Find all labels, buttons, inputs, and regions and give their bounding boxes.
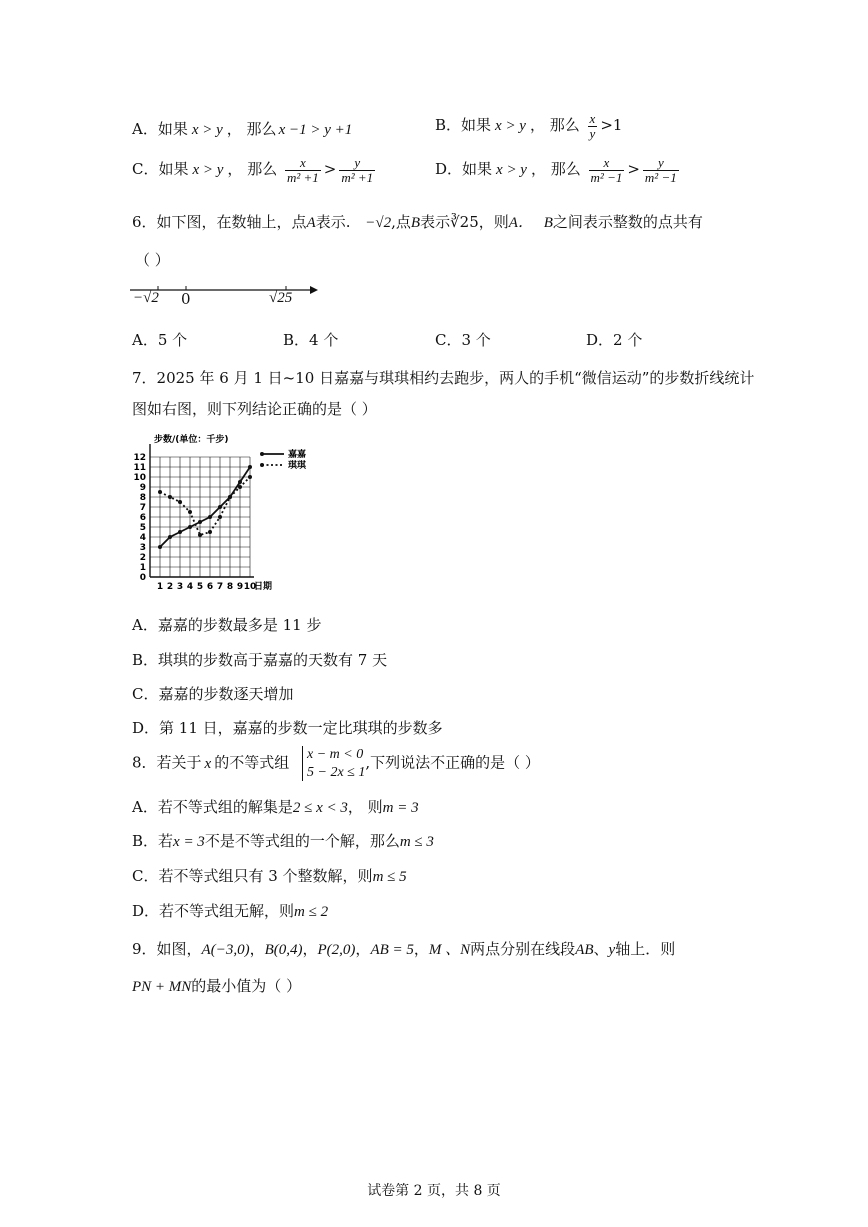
number-line-label-zero: 0 [181, 290, 191, 308]
data-point [208, 515, 212, 519]
y-tick-label: 1 [139, 563, 146, 573]
data-point [188, 510, 192, 514]
q7-option-d: D．第 11 日，嘉嘉的步数一定比琪琪的步数多 [132, 719, 443, 737]
q6-option-c: C．3 个 [435, 331, 491, 349]
x-tick-label: 7 [216, 582, 224, 592]
q7-option-a: A．嘉嘉的步数最多是 11 步 [132, 616, 322, 634]
legend-label: 琪琪 [288, 461, 307, 471]
page-footer: 试卷第 2 页，共 8 页 [367, 1183, 501, 1199]
data-point [218, 505, 222, 509]
data-point [228, 495, 232, 499]
data-point [198, 533, 202, 537]
data-point [248, 475, 252, 479]
y-tick-label: 8 [139, 493, 146, 503]
number-line-label-a: −√2 [133, 290, 159, 306]
q6-option-b: B．4 个 [283, 331, 339, 349]
data-point [168, 535, 172, 539]
x-tick-label: 9 [236, 582, 244, 592]
step-count-chart [130, 432, 320, 592]
q7-option-b: B．琪琪的步数高于嘉嘉的天数有 7 天 [132, 651, 388, 669]
q7-stem-line2: 图如右图，则下列结论正确的是（ ） [132, 400, 377, 418]
legend-label: 嘉嘉 [288, 450, 307, 460]
q6-option-d: D．2 个 [586, 331, 643, 349]
x-tick-label: 3 [176, 582, 184, 592]
number-line-label-b: √25 [269, 290, 293, 306]
q8-option-b: B．若x = 3不是不等式组的一个解，那么m ≤ 3 [132, 832, 434, 850]
q5-option-b: B．如果 x > y ， 那么 $\frac{x}{y}$ >1 [435, 111, 623, 141]
q8-option-a: A．若不等式组的解集是2 ≤ x < 3， 则m = 3 [132, 798, 419, 816]
x-tick-label: 10 [243, 582, 257, 592]
q8-option-c: C．若不等式组只有 3 个整数解，则m ≤ 5 [132, 867, 407, 885]
q5-option-a: A．如果 x > y ， 那么 x −1 > y +1 [132, 120, 353, 138]
q7-option-c: C．嘉嘉的步数逐天增加 [132, 685, 294, 703]
q6-option-a: A．5 个 [132, 331, 188, 349]
data-point [238, 485, 242, 489]
data-point [158, 545, 162, 549]
y-tick-label: 10 [133, 473, 146, 483]
y-tick-label: 5 [139, 523, 146, 533]
y-tick-label: 9 [139, 483, 146, 493]
x-tick-label: 1 [156, 582, 164, 592]
y-tick-label: 6 [139, 513, 146, 523]
data-point [208, 530, 212, 534]
y-tick-label: 0 [139, 573, 146, 583]
x-tick-label: 6 [206, 582, 214, 592]
x-tick-label: 8 [226, 582, 234, 592]
y-tick-label: 12 [133, 453, 146, 463]
legend-marker [260, 463, 264, 467]
data-point [218, 515, 222, 519]
q8-stem: 8．若关于 x 的不等式组 x − m < 0 5 − 2x ≤ 1 ,下列说法不正确的是（ ） [132, 747, 540, 780]
data-point [198, 520, 202, 524]
q9-stem-line2: PN + MN的最小值为（ ） [132, 977, 302, 995]
data-point [158, 490, 162, 494]
data-point [178, 530, 182, 534]
q9-stem-line1: 9．如图，A(−3,0)，B(0,4)，P(2,0)，AB = 5，M 、N两点分别在线段AB、y轴上．则 [132, 940, 676, 958]
q5-option-c: C．如果 x > y ， 那么 $\frac{x}{\text{m² +1}}$ > $\frac{y}{\text{m² +1}}$ [132, 155, 374, 185]
y-tick-label: 2 [139, 553, 146, 563]
q8-option-d: D．若不等式组无解，则m ≤ 2 [132, 902, 329, 920]
data-point [248, 465, 252, 469]
q6-stem: 6．如下图，在数轴上，点A表示. −√2,点B表示∛25，则A． B之间表示整数的点共有 [132, 213, 703, 231]
y-tick-label: 7 [139, 503, 146, 513]
y-tick-label: 3 [139, 543, 146, 553]
data-point [238, 480, 242, 484]
y-axis-title: 步数/(单位：千步) [154, 435, 229, 445]
q5-option-d: D．如果 x > y ， 那么 $\frac{x}{\text{m² −1}}$ > $\frac{y}{\text{m² −1}}$ [435, 155, 677, 185]
y-tick-label: 4 [139, 533, 146, 543]
y-tick-label: 11 [133, 463, 146, 473]
legend-marker [260, 452, 264, 456]
x-tick-label: 4 [186, 582, 194, 592]
x-axis-title: 日期 [254, 582, 273, 592]
x-tick-label: 2 [166, 582, 174, 592]
q6-answer-paren: （ ） [135, 251, 170, 269]
x-tick-label: 5 [196, 582, 204, 592]
q7-stem-line1: 7．2025 年 6 月 1 日~10 日嘉嘉与琪琪相约去跑步，两人的手机“微信运动”的步数折线统计 [132, 369, 755, 387]
data-point [168, 495, 172, 499]
data-point [178, 500, 182, 504]
data-point [188, 525, 192, 529]
